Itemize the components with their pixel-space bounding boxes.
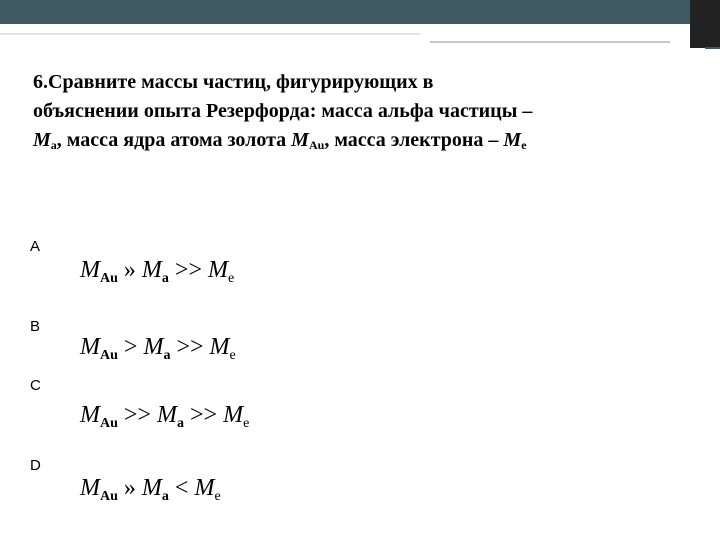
option-b-letter: B (30, 318, 41, 335)
option-c-formula[interactable]: $M_{Au} >> M_a >> M_e$ (80, 402, 250, 431)
header-corner-block (690, 0, 720, 48)
option-d-letter: D (30, 457, 41, 474)
question-line-3: $М_a$, масса ядра атома золота $М_{Au}$, масса электрона – $М_e$ (33, 129, 527, 152)
header-band (0, 0, 720, 24)
question-number: 6. (33, 71, 48, 93)
header-rule (430, 41, 670, 43)
header-rule (705, 47, 720, 49)
option-b-formula[interactable]: $M_{Au} > M_a >> M_e$ (80, 334, 236, 363)
question-line-2: объяснении опыта Резерфорда: масса альфа частицы – (33, 100, 533, 122)
header-rule (0, 33, 420, 35)
option-d-formula[interactable]: $M_{Au}$ » $M_a < M_e$ (80, 475, 221, 504)
question-text (33, 68, 673, 155)
option-a-formula[interactable]: $M_{Au}$ » $M_a >> M_e$ (80, 257, 235, 286)
option-a-letter: A (30, 238, 41, 255)
question-line-1: 6.Сравните массы частиц, фигурирующих в (33, 71, 434, 93)
option-c-letter: C (30, 377, 41, 394)
